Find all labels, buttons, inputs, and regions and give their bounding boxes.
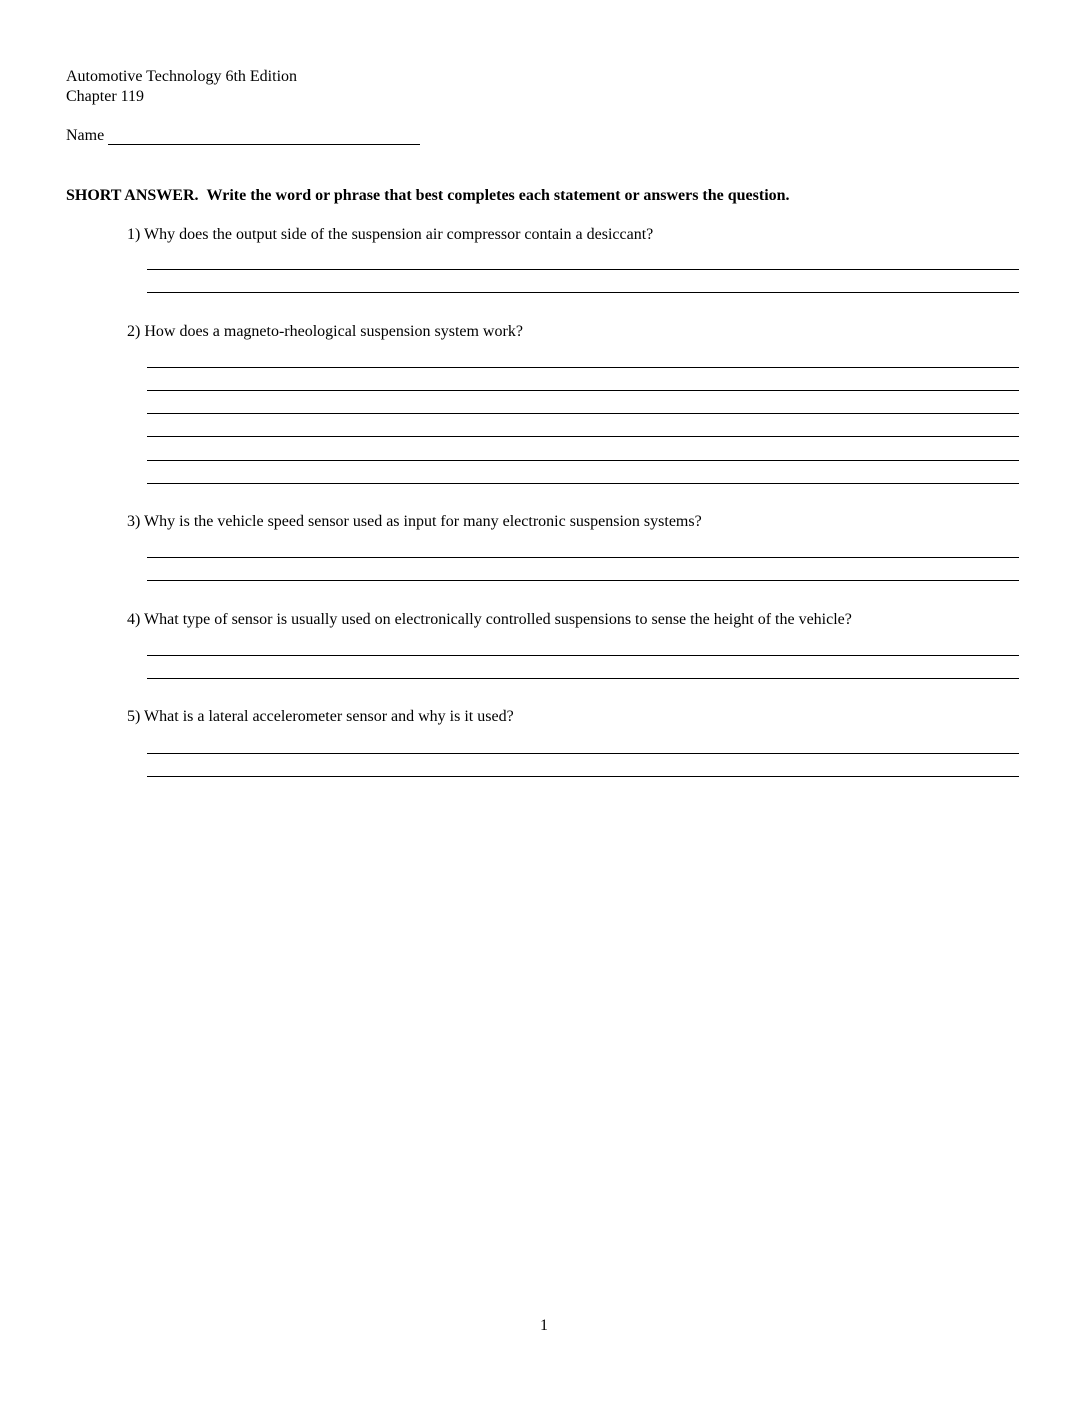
answer-line[interactable]	[147, 367, 1019, 368]
question-5	[127, 707, 514, 727]
question-1	[127, 225, 653, 245]
answer-line[interactable]	[147, 269, 1019, 270]
answer-line[interactable]	[147, 436, 1019, 437]
question-text: Why does the output side of the suspension air compressor contain a desiccant?	[144, 226, 654, 243]
chapter-title: Chapter 119	[66, 88, 145, 105]
answer-line[interactable]	[147, 292, 1019, 293]
question-text: Why is the vehicle speed sensor used as input for many electronic suspension systems?	[144, 513, 702, 530]
question-text: What type of sensor is usually used on electronically controlled suspensions to sense the height of the vehicle?	[144, 611, 852, 628]
answer-line[interactable]	[147, 557, 1019, 558]
answer-line[interactable]	[147, 776, 1019, 777]
question-text: What is a lateral accelerometer sensor and why is it used?	[144, 708, 514, 725]
answer-line[interactable]	[147, 678, 1019, 679]
answer-line[interactable]	[147, 483, 1019, 484]
question-number: 3)	[127, 513, 141, 530]
answer-line[interactable]	[147, 655, 1019, 656]
question-text: How does a magneto-rheological suspension system work?	[144, 323, 523, 340]
name-blank-line[interactable]	[108, 144, 420, 145]
instructions-label: SHORT ANSWER.	[66, 187, 199, 204]
instructions-text: Write the word or phrase that best completes each statement or answers the question.	[206, 187, 790, 204]
answer-line[interactable]	[147, 753, 1019, 754]
name-label: Name	[66, 127, 105, 144]
question-3	[127, 512, 702, 532]
question-2	[127, 322, 523, 342]
question-number: 1)	[127, 226, 141, 243]
question-4	[127, 610, 852, 630]
question-number: 4)	[127, 611, 141, 628]
instructions	[66, 186, 790, 206]
answer-line[interactable]	[147, 413, 1019, 414]
answer-line[interactable]	[147, 390, 1019, 391]
answer-line[interactable]	[147, 580, 1019, 581]
page-number: 1	[540, 1317, 548, 1334]
question-number: 5)	[127, 708, 141, 725]
answer-line[interactable]	[147, 460, 1019, 461]
book-title: Automotive Technology 6th Edition	[66, 68, 298, 85]
question-number: 2)	[127, 323, 141, 340]
